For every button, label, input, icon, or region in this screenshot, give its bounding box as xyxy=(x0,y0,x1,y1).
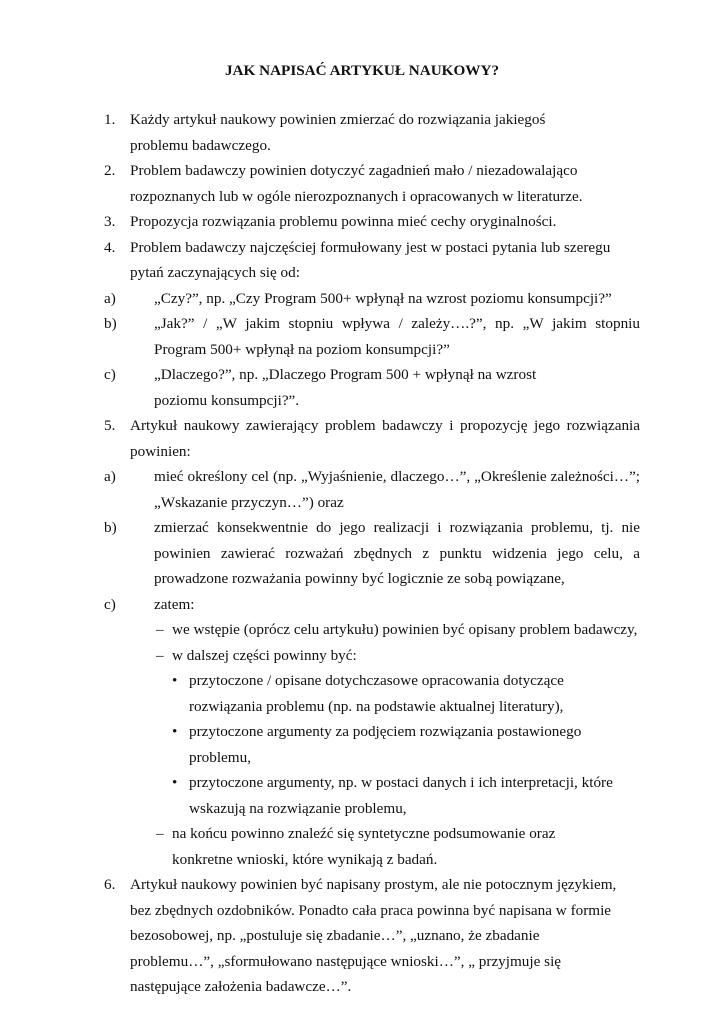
bullet-marker: • xyxy=(172,672,178,689)
item-number: 3. xyxy=(104,213,116,230)
item-number: 1. xyxy=(104,111,116,128)
sub-item-letter: b) xyxy=(104,315,117,332)
sub-item-text: zmierzać konsekwentnie do jego realizacji i rozwiązania problemu, tj. nie powinien zawierać rozważań zbędnych z punktu widzenia jego celu, a prowadzone rozważania powinny być logicznie ze sobą powiązane, xyxy=(154,519,640,587)
list-item xyxy=(104,107,640,158)
dash-marker: – xyxy=(156,646,164,664)
sub-item-text: „Czy?”, np. „Czy Program 500+ wpłynął na wzrost poziomu konsumpcji?” xyxy=(154,289,612,307)
sub-item xyxy=(104,362,640,413)
sub-item-letter: c) xyxy=(104,366,116,383)
bullet-item xyxy=(104,668,640,719)
sub-item xyxy=(104,515,640,592)
sub-item xyxy=(104,286,640,312)
item-number: 2. xyxy=(104,162,116,179)
dash-item xyxy=(104,643,640,669)
dash-item-text: we wstępie (oprócz celu artykułu) powinien być opisany problem badawczy, xyxy=(172,621,638,638)
sub-item-text: mieć określony cel (np. „Wyjaśnienie, dlaczego…”, „Określenie zależności…”; „Wskazanie przyczyn…”) oraz xyxy=(154,468,640,511)
bullet-marker: • xyxy=(172,723,178,740)
sub-item xyxy=(104,464,640,515)
sub-item-text: „Dlaczego?”, np. „Dlaczego Program 500 + wpłynął na wzrost poziomu konsumpcji?”. xyxy=(154,366,537,409)
dash-marker: – xyxy=(156,621,164,638)
list-item xyxy=(104,209,640,235)
sub-item-text: „Jak?” / „W jakim stopniu wpływa / zależy….?”, np. „W jakim stopniu Program 500+ wpłynął na poziom konsumpcji?” xyxy=(154,315,640,358)
item-number: 4. xyxy=(104,238,116,256)
bullet-item-text: przytoczone / opisane dotychczasowe opracowania dotyczące rozwiązania problemu (np. na podstawie aktualnej literatury), xyxy=(189,672,564,715)
bullet-item xyxy=(104,719,640,770)
dash-item xyxy=(104,617,640,643)
dash-item-text: w dalszej części powinny być: xyxy=(172,646,357,664)
bullet-item-text: przytoczone argumenty, np. w postaci danych i ich interpretacji, które wskazują na rozwiązanie problemu, xyxy=(189,774,613,817)
item-number: 5. xyxy=(104,417,116,434)
sub-item-letter: a) xyxy=(104,289,116,307)
item-number: 6. xyxy=(104,876,116,893)
item-text: Problem badawczy powinien dotyczyć zagadnień mało / niezadowalająco rozpoznanych lub w ogóle nierozpoznanych i opracowanych w literaturze. xyxy=(130,162,583,205)
bullet-marker: • xyxy=(172,774,178,791)
list-item xyxy=(104,872,640,1000)
dash-item-text: na końcu powinno znaleźć się syntetyczne podsumowanie oraz konkretne wnioski, które wynikają z badań. xyxy=(172,825,556,868)
item-text: Każdy artykuł naukowy powinien zmierzać do rozwiązania jakiegoś problemu badawczego. xyxy=(130,111,546,154)
bullet-item-text: przytoczone argumenty za podjęciem rozwiązania postawionego problemu, xyxy=(189,723,582,766)
document-body xyxy=(104,107,640,1000)
item-text: Artykuł naukowy powinien być napisany prostym, ale nie potocznym językiem, bez zbędnych ozdobników. Ponadto cała praca powinna być napisana w formie bezosobowej, np. „postuluje się zbadanie…”, „uznano, że zbadanie problemu…”, „sformułowano następujące wnioski…”, „ przyjmuje się następujące założenia badawcze…”. xyxy=(130,876,617,995)
dash-item xyxy=(104,821,640,872)
document-title: JAK NAPISAĆ ARTYKUŁ NAUKOWY? xyxy=(224,62,500,79)
list-item xyxy=(104,235,640,286)
sub-item xyxy=(104,592,640,618)
list-item xyxy=(104,158,640,209)
sub-item xyxy=(104,311,640,362)
item-text: Propozycja rozwiązania problemu powinna mieć cechy oryginalności. xyxy=(130,213,557,230)
list-item xyxy=(104,413,640,464)
sub-item-text: zatem: xyxy=(154,595,195,613)
bullet-item xyxy=(104,770,640,821)
item-text: Problem badawczy najczęściej formułowany jest w postaci pytania lub szeregu pytań zaczynających się od: xyxy=(130,238,611,281)
item-text: Artykuł naukowy zawierający problem badawczy i propozycję jego rozwiązania powinien: xyxy=(130,417,640,460)
sub-item-letter: c) xyxy=(104,595,116,613)
dash-marker: – xyxy=(156,825,164,842)
sub-item-letter: b) xyxy=(104,519,117,536)
sub-item-letter: a) xyxy=(104,468,116,485)
